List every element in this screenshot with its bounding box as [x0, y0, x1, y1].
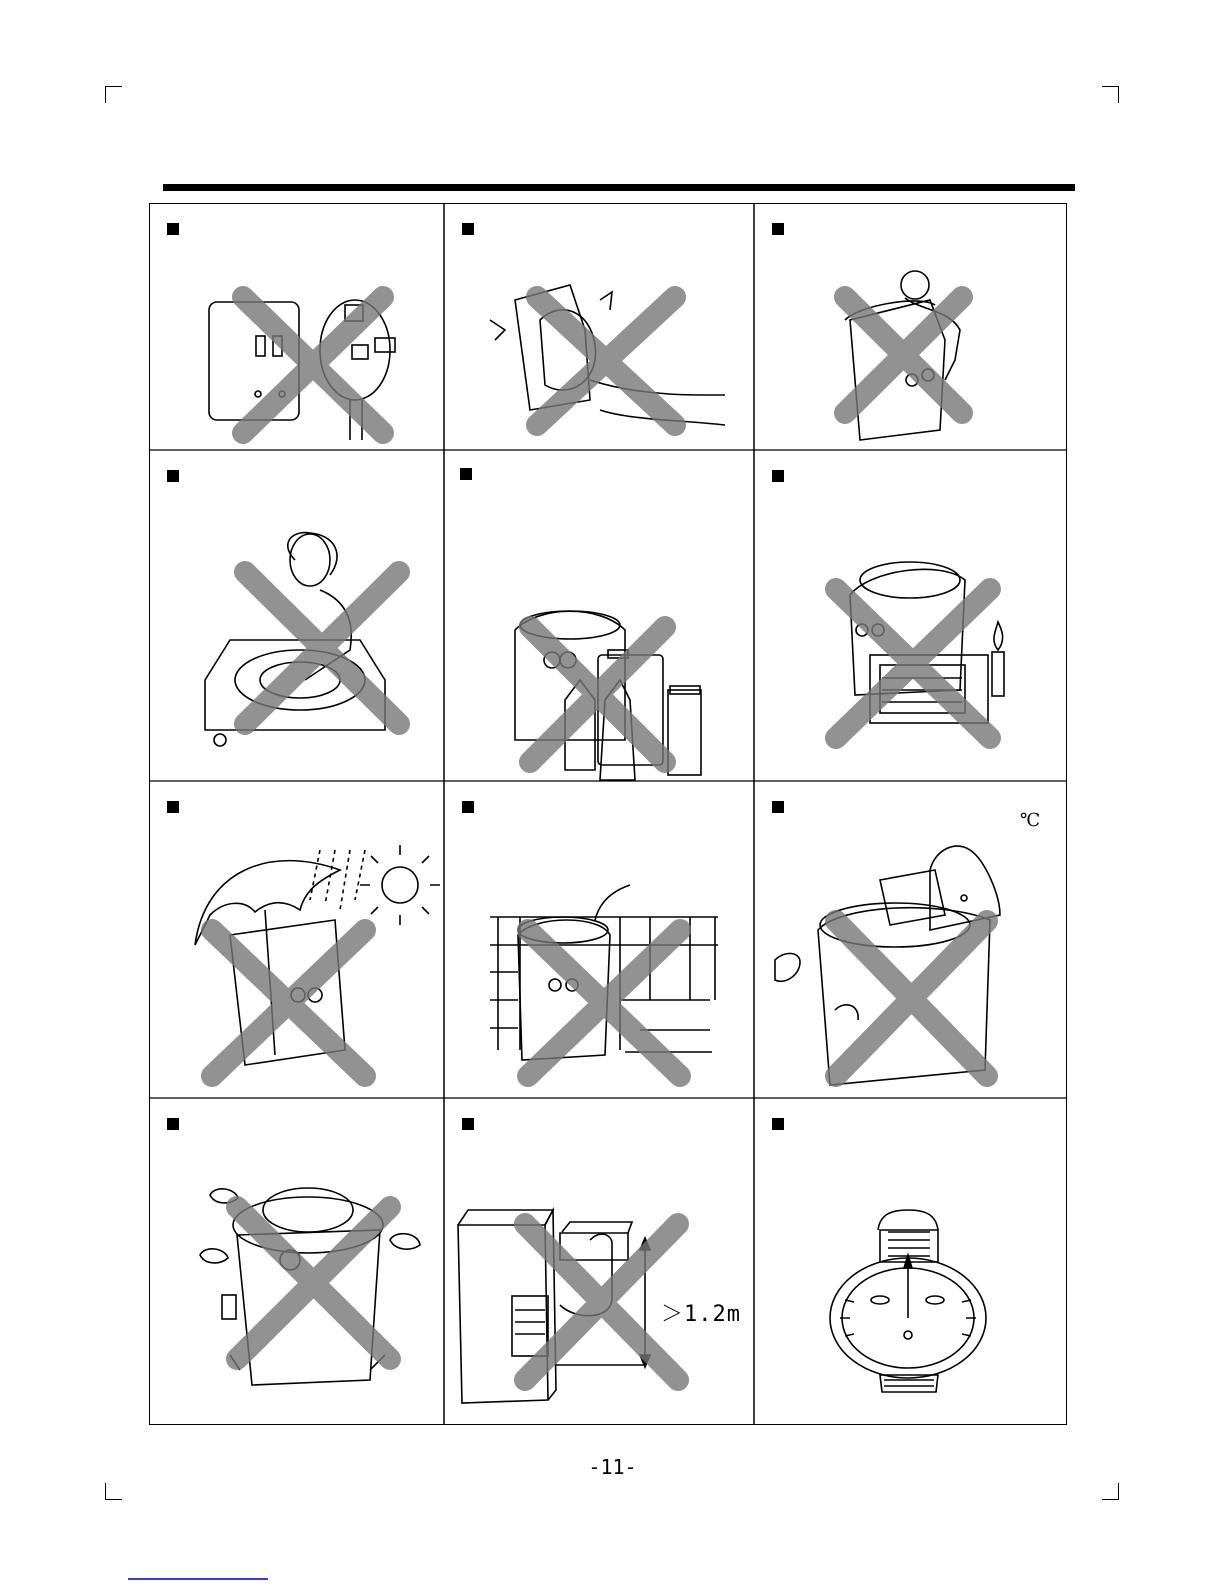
hand-in-drum-icon [205, 533, 385, 746]
height-limit-label: ＞1.2m [661, 1302, 741, 1327]
water-splash-icon [490, 885, 718, 1060]
page-number: -11- [588, 1455, 637, 1479]
water-pressure-gauge-icon [830, 1210, 986, 1392]
prohibited-cross-icons [212, 297, 990, 1380]
footer-link-underline [128, 1578, 268, 1580]
temperature-unit-label: ℃ [1020, 810, 1041, 831]
